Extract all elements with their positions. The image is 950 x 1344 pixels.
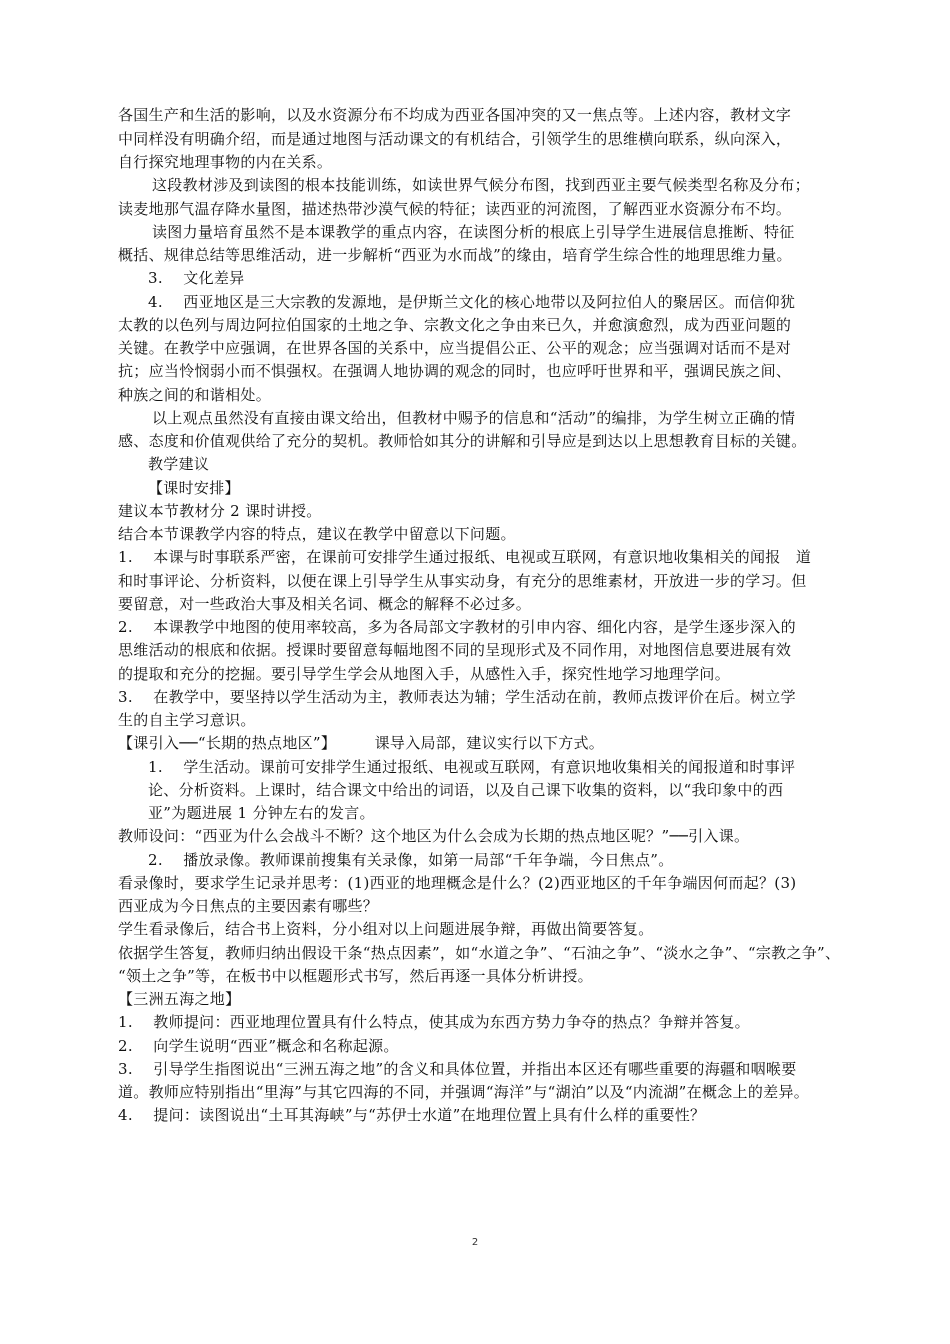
text-line: 教师设问：“西亚为什么会战斗不断？这个地区为什么会成为长期的热点地区呢？”──引入课。 xyxy=(118,827,750,845)
text-line: “领土之争”等，在板书中以框题形式书写，然后再逐一具体分析讲授。 xyxy=(118,967,593,985)
list-item: 3. 引导学生指图说出“三洲五海之地”的含义和具体位置，并指出本区还有哪些重要的海疆和咽喉要 xyxy=(118,1060,797,1078)
section-heading: 【三洲五海之地】 xyxy=(118,990,241,1008)
list-item: 2. 播放录像。教师课前搜集有关录像，如第一局部“千年争端，今日焦点”。 xyxy=(148,851,674,869)
text-line: 要留意，对一些政治大事及相关名词、概念的解释不必过多。 xyxy=(118,595,532,613)
text-line: 读麦地那气温存降水量图，描述热带沙漠气候的特征；读西亚的河流图，了解西亚水资源分布不均。 xyxy=(118,200,792,218)
list-item: 2. 向学生说明“西亚”概念和名称起源。 xyxy=(118,1037,399,1055)
text-line: 感、态度和价值观供给了充分的契机。教师恰如其分的讲解和引导应是到达以上思想教育目标的关键。 xyxy=(118,432,807,450)
text-line: 和时事评论、分析资料，以便在课上引导学生从事实动身，有充分的思维素材，开放进一步的学习。但 xyxy=(118,572,807,590)
text-line: 4. 西亚地区是三大宗教的发源地，是伊斯兰文化的核心地带以及阿拉伯人的聚居区。而信仰犹 xyxy=(148,293,796,311)
text-line: 各国生产和生活的影响，以及水资源分布不均成为西亚各国冲突的又一焦点等。上述内容，教材文字 xyxy=(118,106,792,124)
text-line: 看录像时，要求学生记录并思考：(1)西亚的地理概念是什么？(2)西亚地区的千年争端因何而起？(3) xyxy=(118,874,797,892)
page-number: 2 xyxy=(471,1237,479,1248)
text-line: 西亚成为今日焦点的主要因素有哪些？ xyxy=(118,897,379,915)
text-line: 概括、规律总结等思维活动，进一步解析“西亚为水而战”的缘由，培育学生综合性的地理思维力量。 xyxy=(118,246,792,264)
text-line: 的提取和充分的挖掘。要引导学生学会从地图入手，从感性入手，探究性地学习地理学问。 xyxy=(118,665,731,683)
section-heading: 教学建议 xyxy=(148,455,210,473)
list-item: 1. 教师提问：西亚地理位置具有什么特点，使其成为东西方势力争夺的热点？争辩并答复。 xyxy=(118,1013,750,1031)
text-line: 种族之间的和谐相处。 xyxy=(118,386,272,404)
text-line: 生的自主学习意识。 xyxy=(118,711,256,729)
text-line: 以上观点虽然没有直接由课文给出，但教材中赐予的信息和“活动”的编排，为学生树立正确的情 xyxy=(152,409,796,427)
list-item: 3. 在教学中，要坚持以学生活动为主，教师表达为辅；学生活动在前，教师点拨评价在后。树立学 xyxy=(118,688,796,706)
text-line: 结合本节课教学内容的特点，建议在教学中留意以下问题。 xyxy=(118,525,516,543)
text-line: 中同样没有明确介绍，而是通过地图与活动课文的有机结合，引领学生的思维横向联系，纵向深入， xyxy=(118,130,792,148)
text-line: 抗；应当怜悯弱小而不惧强权。在强调人地协调的观念的同时，也应呼吁世界和平，强调民族之间、 xyxy=(118,362,792,380)
text-line: 思维活动的根底和依据。授课时要留意每幅地图不同的呈现形式及不同作用，对地图信息要进展有效 xyxy=(118,641,792,659)
section-heading: 【课引入──“长期的热点地区”】 课导入局部，建议实行以下方式。 xyxy=(118,734,605,752)
text-line: 建议本节教材分 2 课时讲授。 xyxy=(118,502,322,520)
section-heading: 3. 文化差异 xyxy=(148,269,245,287)
list-item: 4. 提问：读图说出“土耳其海峡”与“苏伊士水道”在地理位置上具有什么样的重要性？ xyxy=(118,1106,706,1124)
text-line: 学生看录像后，结合书上资料，分小组对以上问题进展争辩，再做出简要答复。 xyxy=(118,920,654,938)
text-line: 亚”为题进展 1 分钟左右的发言。 xyxy=(148,804,375,822)
text-line: 道。教师应特别指出“里海”与其它四海的不同，并强调“海洋”与“湖泊”以及“内流湖”在概念上的差异。 xyxy=(118,1083,810,1101)
list-item: 2. 本课教学中地图的使用率较高，多为各局部文字教材的引申内容、细化内容，是学生逐步深入的 xyxy=(118,618,796,636)
list-item: 1. 学生活动。课前可安排学生通过报纸、电视或互联网，有意识地收集相关的闻报道和时事评 xyxy=(148,758,796,776)
text-line: 论、分析资料。上课时，结合课文中给出的词语，以及自己课下收集的资料，以“我印象中的西 xyxy=(148,781,784,799)
text-line: 关键。在教学中应强调，在世界各国的关系中，应当提倡公正、公平的观念；应当强调对话而不是对 xyxy=(118,339,792,357)
section-heading: 【课时安排】 xyxy=(148,479,240,497)
text-line: 自行探究地理事物的内在关系。 xyxy=(118,153,333,171)
text-line: 这段教材涉及到读图的根本技能训练，如读世界气候分布图，找到西亚主要气候类型名称及分布； xyxy=(152,176,810,194)
text-line: 读图力量培育虽然不是本课教学的重点内容，在读图分析的根底上引导学生进展信息推断、特征 xyxy=(152,223,795,241)
list-item: 1. 本课与时事联系严密，在课前可安排学生通过报纸、电视或互联网，有意识地收集相关的闻报 道 xyxy=(118,548,812,566)
text-line: 太教的以色列与周边阿拉伯国家的土地之争、宗教文化之争由来已久，并愈演愈烈，成为西亚问题的 xyxy=(118,316,792,334)
text-line: 依据学生答复，教师归纳出假设干条“热点因素”，如“水道之争”、“石油之争”、“淡水之争”、“宗教之争”、 xyxy=(118,944,841,962)
